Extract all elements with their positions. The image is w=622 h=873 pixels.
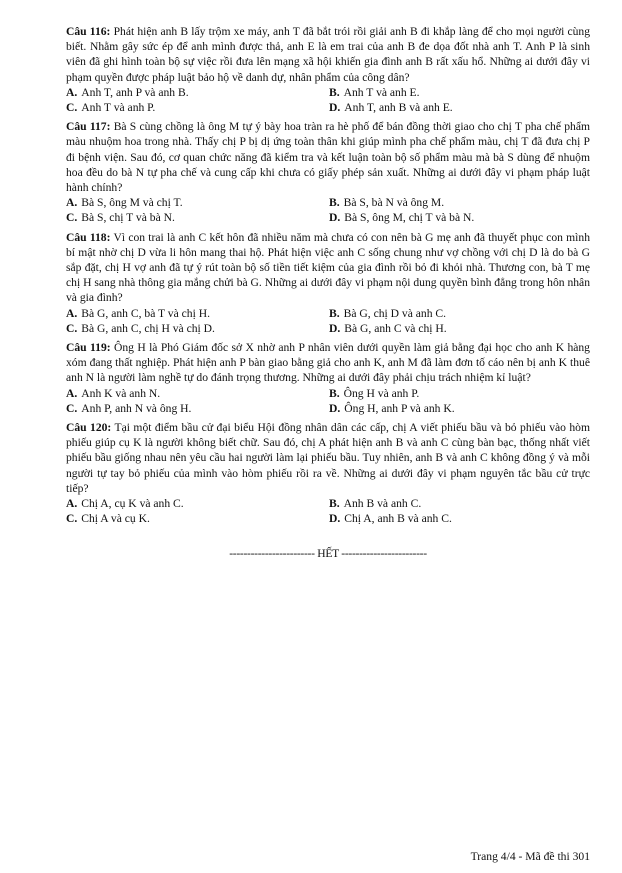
- option-letter: C.: [66, 401, 78, 415]
- option-letter: A.: [66, 306, 78, 320]
- option-b: [329, 386, 590, 401]
- question-text: [66, 24, 590, 85]
- option-text: Anh T và anh P.: [81, 101, 156, 115]
- answer-options: [66, 496, 590, 526]
- option-text: Chị A, anh B và anh C.: [344, 512, 452, 526]
- answer-options: [66, 195, 590, 225]
- option-letter: A.: [66, 196, 78, 210]
- question-text: [66, 340, 590, 386]
- option-b: [329, 496, 590, 511]
- option-letter: C.: [66, 512, 78, 526]
- question-number: Câu 120:: [66, 421, 112, 435]
- option-text: Anh K và anh N.: [81, 386, 161, 400]
- option-text: Bà S, bà N và ông M.: [343, 196, 445, 210]
- option-letter: C.: [66, 211, 78, 225]
- option-letter: C.: [66, 321, 78, 335]
- question-116: [66, 24, 590, 115]
- page-footer: Trang 4/4 - Mã đề thi 301: [470, 850, 590, 863]
- question-body: Phát hiện anh B lấy trộm xe máy, anh T đã bắt trói rồi giải anh B đi khắp làng để cho mọi người cùng biết. Nhằm gây sức ép để anh mình được thả, anh E là em trai của anh B đe dọa đốt nhà anh T. Anh P là sinh viên đã ghi hình toàn bộ sự việc rồi đưa lên mạng xã hội khiến gia đình anh B rất xấu hổ. Những ai dưới đây vi phạm quyền được pháp luật bảo hộ về danh dự, nhân phẩm của công dân?: [66, 25, 591, 84]
- option-text: Anh T, anh B và anh E.: [344, 101, 453, 115]
- option-b: [329, 306, 590, 321]
- option-text: Ông H và anh P.: [343, 386, 420, 400]
- option-b: [329, 195, 590, 210]
- option-letter: A.: [66, 386, 78, 400]
- option-text: Anh P, anh N và ông H.: [81, 401, 192, 415]
- option-c: [66, 100, 329, 115]
- question-body: Vì con trai là anh C kết hôn đã nhiều năm mà chưa có con nên bà G mẹ anh đã thuyết phục con mình bí mật nhờ chị D vừa li hôn mang thai hộ. Phát hiện việc anh C sống chung như vợ chồng với chị D là do bà G sắp đặt, chị H vợ anh đã tự ý rút toàn bộ số tiền tiết kiệm của gia đình rồi bỏ đi khỏi nhà. Thương con, bà T mẹ chị H sang nhà thông gia mắng chửi bà G. Những ai dưới đây vi phạm nội dung quyền bình đẳng trong hôn nhân và gia đình?: [66, 230, 590, 305]
- option-text: Bà G, anh C và chị H.: [344, 321, 447, 335]
- option-a: [66, 85, 329, 100]
- question-list: [66, 24, 590, 531]
- answer-options: [66, 306, 590, 336]
- question-117: [66, 119, 590, 225]
- option-letter: C.: [66, 101, 78, 115]
- option-d: [329, 401, 590, 416]
- option-c: [66, 210, 329, 225]
- option-letter: D.: [329, 401, 341, 415]
- option-a: [66, 306, 329, 321]
- answer-options: [66, 386, 590, 416]
- question-body: Bà S cùng chồng là ông M tự ý bày hoa tràn ra hè phố để bán đồng thời giao cho chị T pha chế phẩm màu nhuộm hoa trong nhà. Thấy chị P bị dị ứng toàn thân khi giúp mình pha chế phẩm màu, chị T đã đưa chị P đi bệnh viện. Sau đó, cơ quan chức năng đã kiểm tra và kết luận toàn bộ số phẩm màu mà bà S dùng để nhuộm hoa đều do bà N tự pha chế và cung cấp khi chưa có giấy phép sản xuất. Những ai dưới đây vi phạm pháp luật hành chính?: [66, 120, 590, 195]
- option-a: [66, 386, 329, 401]
- option-c: [66, 401, 329, 416]
- option-text: Chị A và cụ K.: [81, 512, 150, 526]
- option-text: Chị A, cụ K và anh C.: [81, 497, 184, 511]
- question-number: Câu 117:: [66, 120, 111, 134]
- option-letter: D.: [329, 512, 341, 526]
- option-letter: A.: [66, 85, 78, 99]
- option-text: Ông H, anh P và anh K.: [344, 401, 455, 415]
- option-letter: A.: [66, 497, 78, 511]
- question-body: Ông H là Phó Giám đốc sở X nhờ anh P nhân viên dưới quyền làm giả bằng đại học cho anh K hàng xóm đang thất nghiệp. Phát hiện anh P bàn giao bằng giả cho anh K, anh M đã làm đơn tố cáo nên bị anh K thuê anh N là người làm nghề tự do đánh trọng thương. Những ai dưới đây phải chịu trách nhiệm kỉ luật?: [66, 341, 590, 385]
- option-text: Bà S, chị T và bà N.: [81, 211, 175, 225]
- option-c: [66, 321, 329, 336]
- answer-options: [66, 85, 590, 115]
- option-d: [329, 100, 590, 115]
- option-text: Anh T và anh E.: [343, 85, 420, 99]
- option-text: Anh B và anh C.: [343, 497, 422, 511]
- option-text: Bà S, ông M, chị T và bà N.: [344, 211, 475, 225]
- option-letter: B.: [329, 196, 340, 210]
- option-text: Bà G, anh C, bà T và chị H.: [81, 306, 210, 320]
- option-a: [66, 195, 329, 210]
- question-120: [66, 420, 590, 526]
- question-118: [66, 230, 590, 336]
- option-text: Bà G, anh C, chị H và chị D.: [81, 321, 215, 335]
- question-text: [66, 119, 590, 195]
- option-letter: B.: [329, 306, 340, 320]
- question-119: [66, 340, 590, 416]
- option-d: [329, 511, 590, 526]
- option-text: Anh T, anh P và anh B.: [81, 85, 189, 99]
- question-number: Câu 116:: [66, 25, 111, 38]
- question-text: [66, 420, 590, 496]
- end-of-exam-marker: ------------------------ HẾT ------------------------: [229, 547, 427, 560]
- option-letter: B.: [329, 386, 340, 400]
- option-letter: D.: [329, 321, 341, 335]
- question-number: Câu 119:: [66, 341, 111, 355]
- option-d: [329, 210, 590, 225]
- option-letter: B.: [329, 497, 340, 511]
- question-body: Tại một điểm bầu cử đại biểu Hội đồng nhân dân các cấp, chị A viết phiếu bầu và bỏ phiếu vào hòm phiếu giúp cụ K là người không biết chữ. Sau đó, chị A phát hiện anh B và anh C cùng bàn bạc, thống nhất viết phiếu bầu giống nhau nên yêu cầu hai người làm lại phiếu bầu. Tuy nhiên, anh B và anh C không đồng ý và mỗi người tự tay bỏ phiếu của mình vào hòm phiếu rồi ra về. Những ai dưới đây vi phạm nguyên tắc bầu cử trực tiếp?: [66, 421, 590, 495]
- option-letter: B.: [329, 85, 340, 99]
- question-text: [66, 230, 590, 306]
- question-number: Câu 118:: [66, 230, 111, 244]
- option-c: [66, 511, 329, 526]
- option-letter: D.: [329, 211, 341, 225]
- option-b: [329, 85, 590, 100]
- option-text: Bà G, chị D và anh C.: [343, 306, 447, 320]
- option-a: [66, 496, 329, 511]
- option-d: [329, 321, 590, 336]
- option-letter: D.: [329, 101, 341, 115]
- option-text: Bà S, ông M và chị T.: [81, 196, 183, 210]
